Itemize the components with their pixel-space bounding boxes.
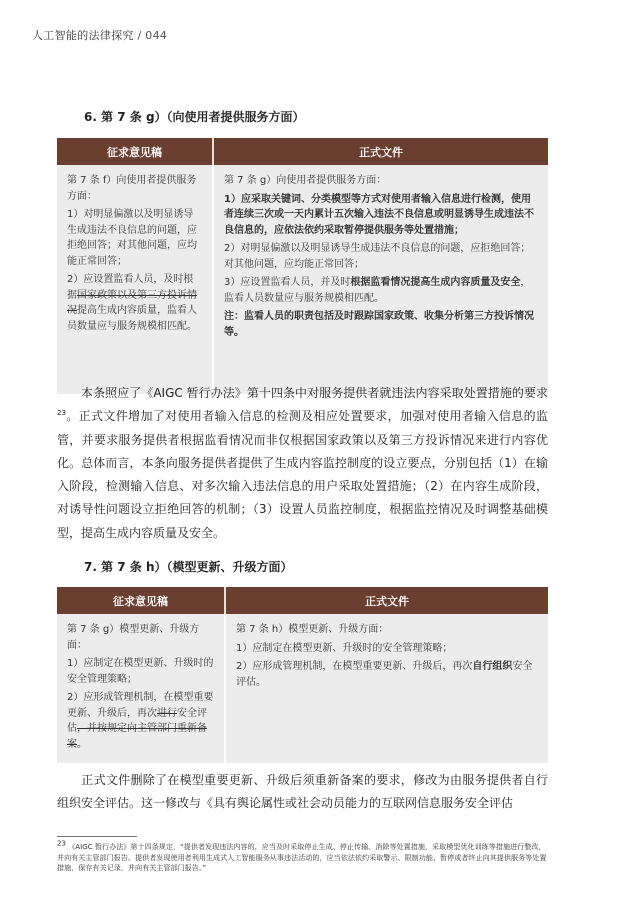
draft-item-1: 1）应制定在模型更新、升级时的安全管理策略； [67, 658, 214, 685]
draft-item-2: 2）应设置监看人员，及时根据国家政策以及第三方投诉情况提高生成内容质量，监看人员数量应与服务规模相匹配。 [67, 274, 197, 332]
column-header-draft: 征求意见稿 [57, 587, 225, 614]
deleted-text: ，并按规定向主管部门重新备案 [67, 723, 207, 750]
book-title: 人工智能的法律探究 [32, 29, 134, 42]
footnote [57, 839, 548, 874]
final-item-3: 3）应设置监看人员，并及时根据监看情况提高生成内容质量及安全，监看人员数量应与服务规模相匹配。 [224, 277, 531, 304]
footnote-ref: 23 [57, 409, 66, 418]
section-heading-7: 7. 第 7 条 h）（模型更新、升级方面） [84, 560, 293, 574]
column-header-draft: 征求意见稿 [57, 138, 213, 165]
added-text: 根据监看情况提高生成内容质量及安全 [350, 277, 521, 288]
draft-cell [57, 165, 213, 394]
draft-article-title: 第 7 条 f）向使用者提供服务方面： [67, 175, 197, 202]
footnote-text: 《AIGC 暂行办法》第十四条规定，“提供者发现违法内容的，应当及时采取停止生成、停止传输、消除等处置措施，采取模型优化训练等措施进行整改，并向有关主管部门报告。提供者发现使用者利用生成式人工智能服务从事违法活动的，应当依法依约采取警示、限制功能、暂停或者终止向其提供服务等处置措施，保存有关记录，并向有关主管部门报告。” [57, 842, 547, 872]
final-cell [213, 165, 548, 394]
final-item-1-added: 1）应采取关键词、分类模型等方式对使用者输入信息进行检测，使用者连续三次或一天内累计五次输入违法不良信息或明显诱导生成违法不良信息的，应依法依约采取暂停提供服务等处置措施； [224, 193, 534, 236]
footnote-number: 23 [57, 839, 66, 848]
page-number: / 044 [137, 29, 168, 42]
comparison-table-1 [57, 138, 548, 394]
comparison-table-2 [57, 587, 548, 763]
final-item-2: 2）应形成管理机制，在模型重要更新、升级后，再次自行组织安全评估。 [236, 661, 533, 688]
column-header-final: 正式文件 [225, 587, 548, 614]
final-note-added: 注：监看人员的职责包括及时跟踪国家政策、收集分析第三方投诉情况等。 [224, 311, 534, 338]
column-header-final: 正式文件 [213, 138, 548, 165]
body-paragraph-2: 正式文件删除了在模型重要更新、升级后须重新备案的要求，修改为由服务提供者自行组织安全评估。这一修改与《具有舆论属性或社会动员能力的互联网信息服务安全评估 [57, 773, 548, 811]
deleted-text: 国家政策以及第三方投诉情况 [67, 289, 197, 316]
body-paragraph-1: 本条照应了《AIGC 暂行办法》第十四条中对服务提供者就违法内容采取处置措施的要求$^{23}$。正式文件增加了对使用者输入信息的检测及相应处置要求，加强对使用者输入信息的监管，并要求服务提供者根据监看情况而非仅根据国家政策以及第三方投诉情况来进行内容优化。总体而言，本条向服务提供者提供了生成内容监控制度的设立要点，分别包括（1）在输入阶段，检测输入信息、对多次输入违法信息的用户采取处置措施；（2）在内容生成阶段，对诱导性问题设立拒绝回答的机制；（3）设置人员监控制度，根据监控情况及时调整基础模型，提高生成内容质量及安全。 [57, 386, 548, 540]
draft-article-title: 第 7 条 g）模型更新、升级方面： [67, 624, 200, 651]
final-item-2: 2）对明显偏激以及明显诱导生成违法不良信息的问题，应拒绝回答；对其他问题，应均能正常回答； [224, 243, 531, 270]
deleted-text: 进行 [157, 707, 177, 719]
final-item-1: 1）应制定在模型更新、升级时的安全管理策略； [236, 642, 453, 654]
draft-item-2: 2）应形成管理机制，在模型重要更新、升级后，再次进行安全评估，并按规定向主管部门重新备案。 [67, 692, 214, 750]
running-header [32, 27, 167, 43]
final-article-title: 第 7 条 h）模型更新、升级方面： [236, 624, 389, 635]
final-article-title: 第 7 条 g）向使用者提供服务方面： [224, 175, 387, 186]
draft-cell [57, 614, 225, 763]
section-heading-6: 6. 第 7 条 g）（向使用者提供服务方面） [84, 110, 305, 124]
draft-item-1: 1）对明显偏激以及明显诱导生成违法不良信息的问题，应拒绝回答；对其他问题，应均能正常回答； [67, 209, 197, 267]
footnote-divider [57, 836, 137, 837]
added-text: 自行组织 [472, 661, 513, 672]
final-cell [225, 614, 548, 763]
